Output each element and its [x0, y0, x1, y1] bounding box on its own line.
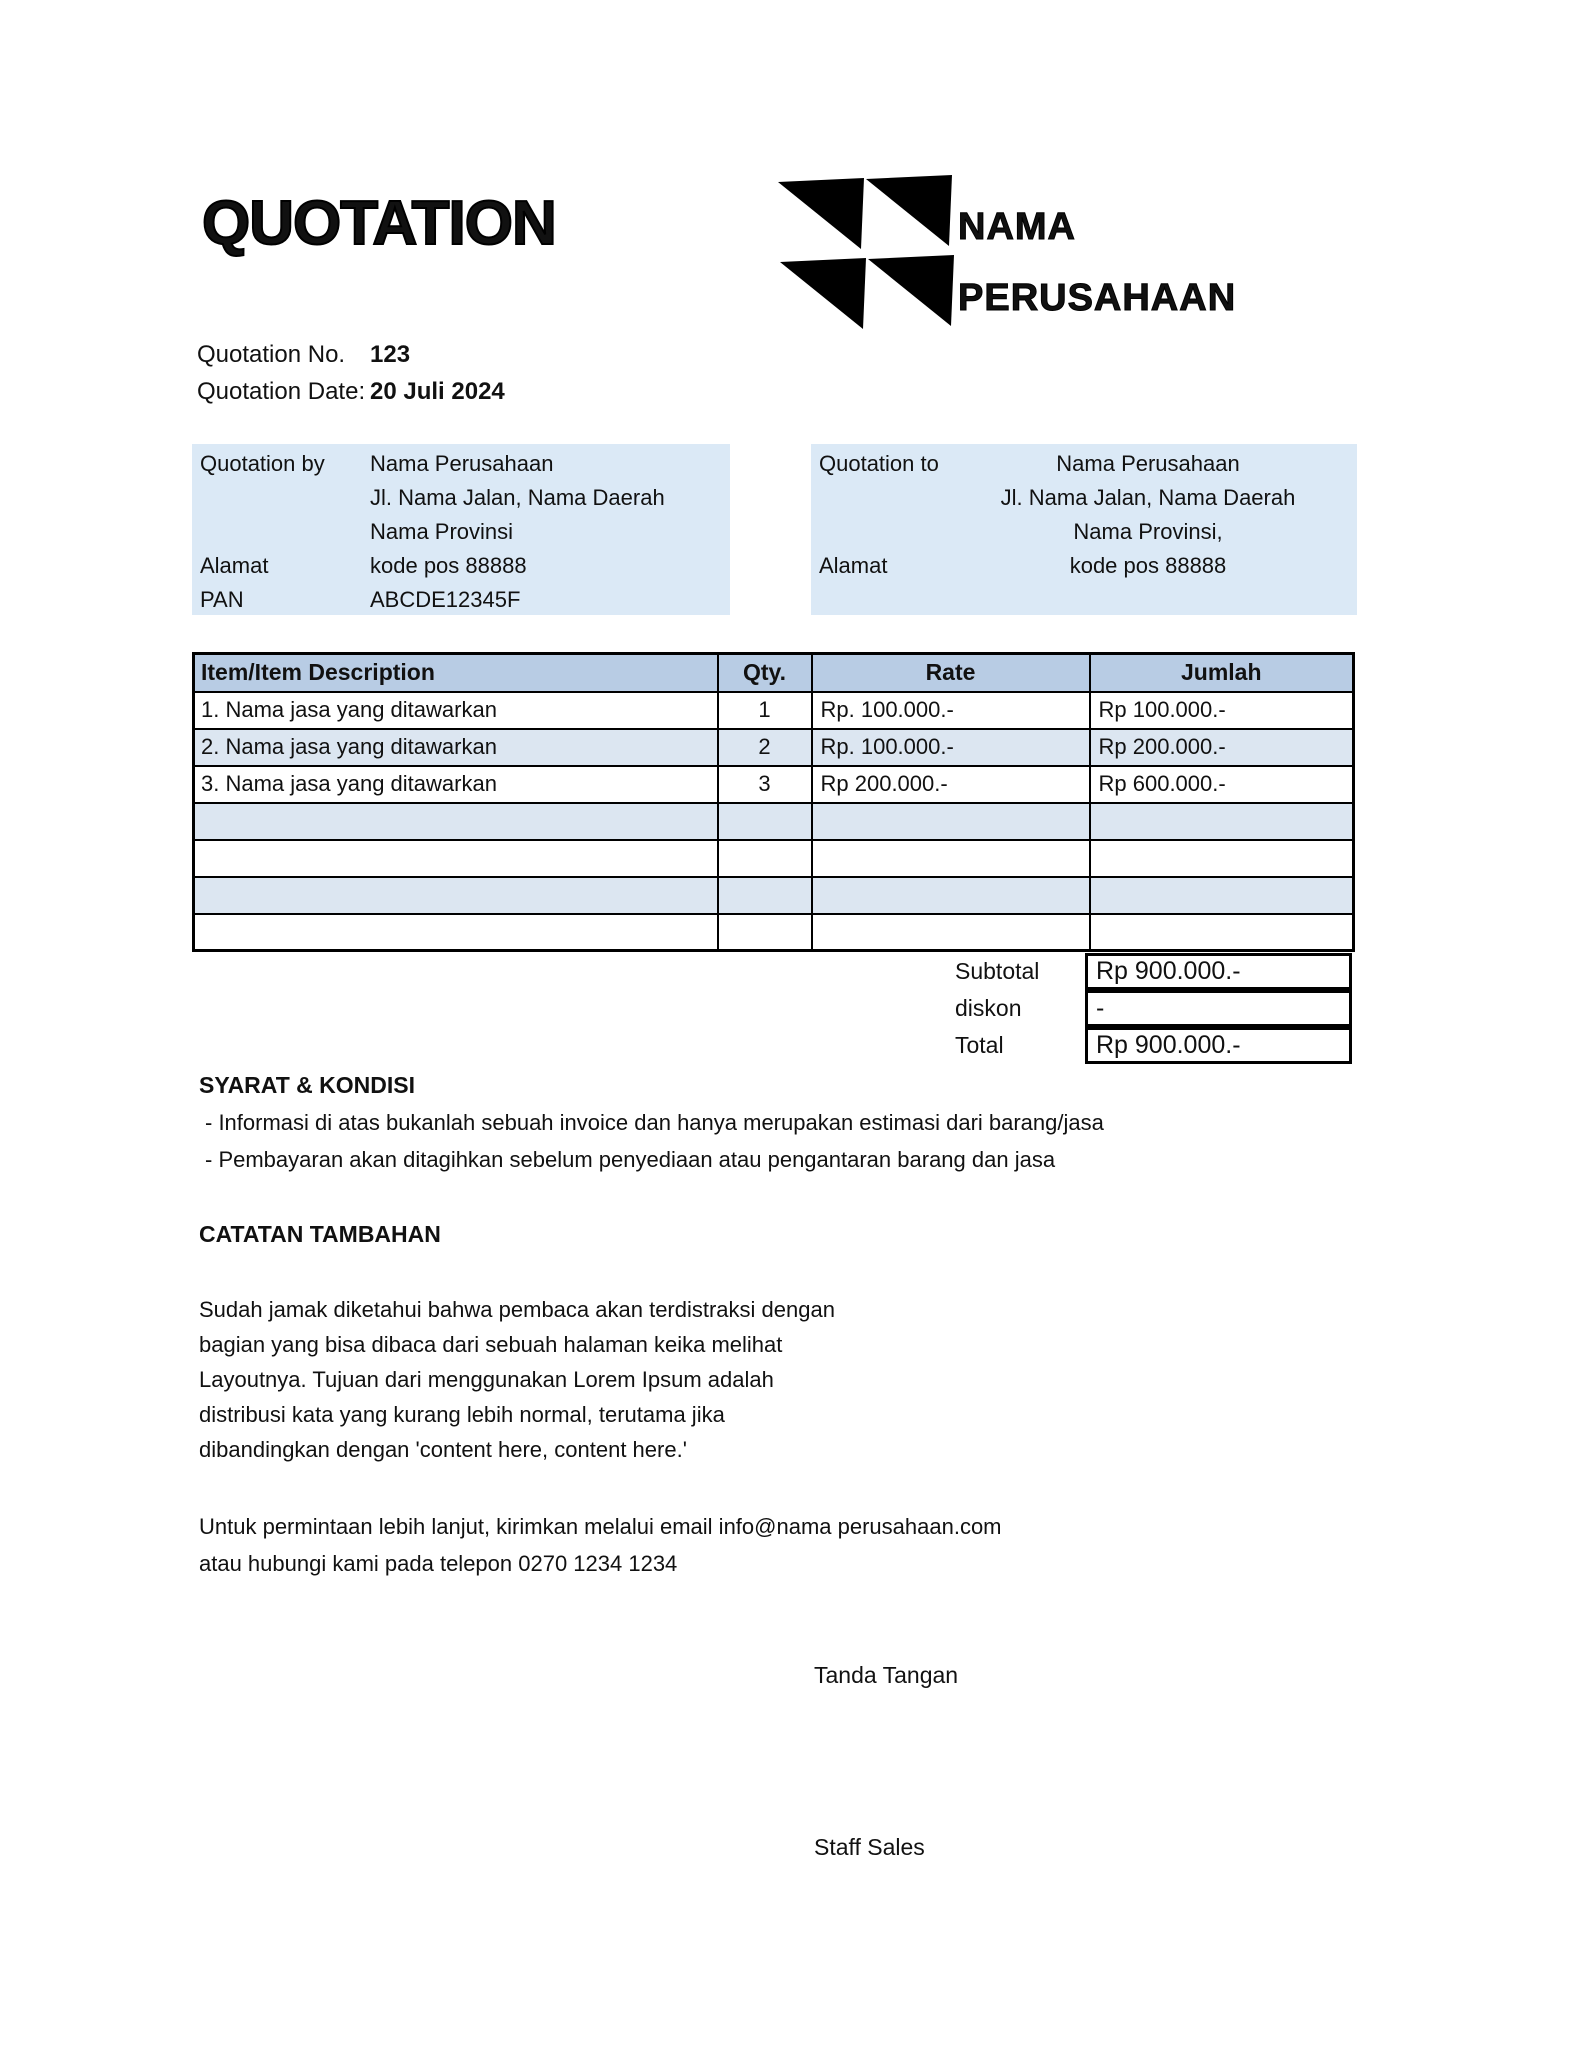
quotation-by-alamat-value: kode pos 88888 — [370, 553, 527, 578]
party-row — [192, 481, 730, 515]
party-row — [192, 515, 730, 549]
page-title: QUOTATION — [202, 189, 556, 258]
quotation-to-label: Quotation to — [819, 451, 939, 476]
party-row — [811, 515, 1357, 549]
table-row — [194, 803, 1354, 840]
notes-line: bagian yang bisa dibaca dari sebuah halaman keika melihat — [199, 1332, 783, 1357]
quotation-by-pan-label: PAN — [200, 587, 244, 612]
cell-qty: 3 — [718, 766, 812, 803]
cell-desc — [194, 877, 718, 914]
diskon-label: diskon — [955, 995, 1022, 1021]
terms-item: - Pembayaran akan ditagihkan sebelum penyediaan atau pengantaran barang dan jasa — [205, 1147, 1056, 1172]
quotation-by-box — [192, 444, 730, 615]
header-item-description: Item/Item Description — [194, 654, 718, 692]
company-logo-triangles-icon — [770, 170, 960, 335]
header-jumlah: Jumlah — [1090, 654, 1354, 692]
quotation-date-value: 20 Juli 2024 — [370, 378, 505, 405]
cell-rate: Rp. 100.000.- — [812, 692, 1090, 729]
cell-qty — [718, 840, 812, 877]
subtotal-label: Subtotal — [955, 958, 1040, 984]
quotation-by-address1: Jl. Nama Jalan, Nama Daerah — [370, 485, 665, 510]
cell-qty: 2 — [718, 729, 812, 766]
quotation-to-alamat-value: kode pos 88888 — [1069, 553, 1227, 578]
table-header-row — [194, 654, 1354, 692]
party-row — [811, 481, 1357, 515]
notes-line: distribusi kata yang kurang lebih normal, terutama jika — [199, 1402, 725, 1427]
cell-rate — [812, 840, 1090, 877]
header-qty: Qty. — [718, 654, 812, 692]
terms-item: - Informasi di atas bukanlah sebuah invoice dan hanya merupakan estimasi dari barang/jasa — [205, 1110, 1104, 1135]
table-row — [194, 766, 1354, 803]
table-row — [194, 729, 1354, 766]
quotation-to-address2: Nama Provinsi, — [1073, 519, 1223, 544]
party-row — [192, 549, 730, 583]
header-rate: Rate — [812, 654, 1090, 692]
cell-desc: 1. Nama jasa yang ditawarkan — [194, 692, 718, 729]
table-row — [194, 692, 1354, 729]
quotation-to-address1: Jl. Nama Jalan, Nama Daerah — [1000, 485, 1296, 510]
quotation-by-alamat-label: Alamat — [200, 553, 269, 578]
cell-qty: 1 — [718, 692, 812, 729]
notes-line: Sudah jamak diketahui bahwa pembaca akan terdistraksi dengan — [199, 1297, 835, 1322]
cell-jumlah: Rp 100.000.- — [1090, 692, 1354, 729]
table-row — [194, 877, 1354, 914]
cell-rate — [812, 914, 1090, 951]
cell-desc — [194, 840, 718, 877]
contact-email-line: Untuk permintaan lebih lanjut, kirimkan melalui email info@nama perusahaan.com — [199, 1514, 1002, 1539]
quotation-by-address2: Nama Provinsi — [370, 519, 514, 544]
cell-desc: 3. Nama jasa yang ditawarkan — [194, 766, 718, 803]
quotation-to-box — [811, 444, 1357, 615]
cell-desc: 2. Nama jasa yang ditawarkan — [194, 729, 718, 766]
party-row — [811, 549, 1357, 583]
signatory-role-label: Staff Sales — [814, 1834, 925, 1860]
quotation-by-pan-value: ABCDE12345F — [370, 587, 521, 612]
cell-jumlah: Rp 600.000.- — [1090, 766, 1354, 803]
notes-line: dibandingkan dengan 'content here, content here.' — [199, 1437, 687, 1462]
quotation-no-label: Quotation No. — [197, 341, 346, 368]
cell-desc — [194, 914, 718, 951]
party-row — [811, 583, 1357, 617]
table-row — [194, 840, 1354, 877]
total-value: Rp 900.000.- — [1085, 1027, 1352, 1064]
company-name-line1: NAMA — [958, 206, 1076, 248]
items-table — [192, 652, 1355, 952]
party-row — [192, 583, 730, 617]
cell-jumlah: Rp 200.000.- — [1090, 729, 1354, 766]
cell-jumlah — [1090, 803, 1354, 840]
diskon-value: - — [1085, 990, 1352, 1027]
cell-rate: Rp 200.000.- — [812, 766, 1090, 803]
cell-rate — [812, 803, 1090, 840]
notes-heading: CATATAN TAMBAHAN — [199, 1221, 441, 1247]
signature-label: Tanda Tangan — [814, 1662, 959, 1688]
cell-qty — [718, 914, 812, 951]
cell-desc — [194, 803, 718, 840]
party-row — [811, 447, 1357, 481]
cell-jumlah — [1090, 914, 1354, 951]
table-row — [194, 914, 1354, 951]
quotation-to-alamat-label: Alamat — [819, 553, 888, 578]
cell-jumlah — [1090, 840, 1354, 877]
quotation-by-company: Nama Perusahaan — [370, 451, 554, 476]
notes-line: Layoutnya. Tujuan dari menggunakan Lorem Ipsum adalah — [199, 1367, 774, 1392]
quotation-no-value: 123 — [370, 341, 411, 368]
cell-rate: Rp. 100.000.- — [812, 729, 1090, 766]
terms-heading: SYARAT & KONDISI — [199, 1072, 415, 1098]
company-name-line2: PERUSAHAAN — [958, 277, 1237, 319]
quotation-by-label: Quotation by — [200, 451, 325, 476]
cell-qty — [718, 877, 812, 914]
cell-rate — [812, 877, 1090, 914]
party-row — [192, 447, 730, 481]
quotation-date-label: Quotation Date: — [197, 378, 366, 405]
subtotal-value: Rp 900.000.- — [1085, 953, 1352, 990]
total-label: Total — [955, 1032, 1004, 1058]
contact-phone-line: atau hubungi kami pada telepon 0270 1234 1234 — [199, 1551, 678, 1576]
cell-qty — [718, 803, 812, 840]
cell-jumlah — [1090, 877, 1354, 914]
quotation-to-company: Nama Perusahaan — [1056, 451, 1240, 476]
